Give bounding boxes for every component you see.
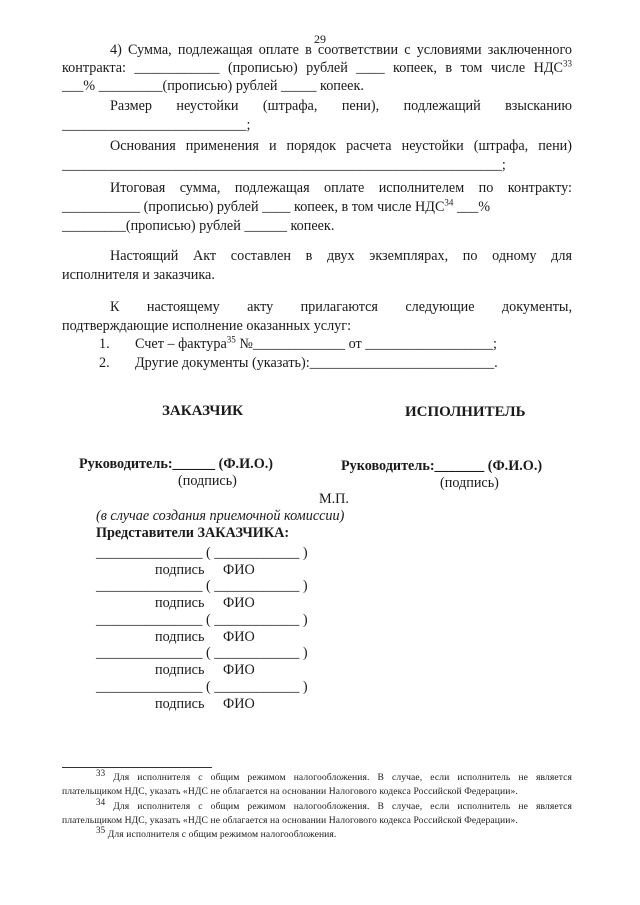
- commission-signature-caption-1: подпись: [155, 562, 205, 578]
- commission-signature-caption-4: подпись: [155, 662, 205, 678]
- payment-line-1: 4) Сумма, подлежащая оплате в соответствии с условиями заключенного: [110, 42, 572, 58]
- commission-signature-line-5: _______________ ( ____________ ): [96, 679, 308, 695]
- footnote-34-line-2: плательщиком НДС, указать «НДС не облагается на основании Налогового кодекса Российской Федерации».: [62, 815, 518, 826]
- footnote-ref-33: 33: [563, 58, 572, 69]
- copies-line-2: исполнителя и заказчика.: [62, 267, 215, 283]
- attachment-item-2-number: 2.: [99, 355, 110, 371]
- contractor-head-signature: Руководитель:_______ (Ф.И.О.): [341, 458, 543, 474]
- commission-signature-caption-5: подпись: [155, 696, 205, 712]
- commission-fio-caption-3: ФИО: [223, 629, 255, 645]
- commission-fio-caption-5: ФИО: [223, 696, 255, 712]
- commission-fio-caption-4: ФИО: [223, 662, 255, 678]
- payment-line-2: [62, 60, 572, 77]
- contractor-heading: ИСПОЛНИТЕЛЬ: [405, 404, 526, 420]
- total-line-1: Итоговая сумма, подлежащая оплате исполнителем по контракту:: [110, 180, 572, 196]
- page-number: 29: [314, 32, 326, 46]
- customer-head-signature: Руководитель:______ (Ф.И.О.): [79, 456, 273, 472]
- total-line-3: _________(прописью) рублей ______ копеек.: [62, 218, 335, 234]
- penalty-size-line-1: Размер неустойки (штрафа, пени), подлежащий взысканию: [110, 98, 572, 114]
- customer-heading: ЗАКАЗЧИК: [162, 403, 243, 419]
- attachments-line-1: К настоящему акту прилагаются следующие документы,: [110, 299, 572, 315]
- commission-note: (в случае создания приемочной комиссии): [96, 508, 345, 524]
- commission-signature-line-3: _______________ ( ____________ ): [96, 612, 308, 628]
- attachment-item-1: Счет – фактура$^{35}$ №_____________ от __________________;: [135, 334, 497, 352]
- footnote-separator: [62, 767, 212, 768]
- footnote-ref-34: 34: [444, 197, 454, 208]
- commission-signature-line-1: _______________ ( ____________ ): [96, 545, 308, 561]
- commission-title: Представители ЗАКАЗЧИКА:: [96, 525, 290, 541]
- commission-fio-caption-2: ФИО: [223, 595, 255, 611]
- commission-signature-line-4: _______________ ( ____________ ): [96, 645, 308, 661]
- commission-signature-line-2: _______________ ( ____________ ): [96, 578, 308, 594]
- footnote-33-line-2: плательщиком НДС, указать «НДС не облагается на основании Налогового кодекса Российской Федерации».: [62, 786, 518, 797]
- contractor-head-signature-caption: (подпись): [440, 475, 499, 491]
- commission-fio-caption-1: ФИО: [223, 562, 255, 578]
- attachment-item-2: Другие документы (указать):__________________________.: [135, 355, 498, 371]
- footnote-34-line-1: $^{34}$ Для исполнителя с общим режимом налогообложения. В случае, если исполнитель не является: [96, 796, 572, 812]
- stamp-placeholder: М.П.: [319, 491, 349, 507]
- attachments-line-2: подтверждающие исполнение оказанных услуг:: [62, 318, 352, 334]
- penalty-basis-line-1: Основания применения и порядок расчета неустойки (штрафа, пени): [110, 138, 572, 154]
- footnote-ref-35: 35: [226, 334, 236, 345]
- attachment-item-1-number: 1.: [99, 336, 110, 352]
- footnote-33-line-1: $^{33}$ Для исполнителя с общим режимом налогообложения. В случае, если исполнитель не является: [96, 767, 572, 783]
- copies-line-1: Настоящий Акт составлен в двух экземплярах, по одному для: [110, 248, 572, 264]
- penalty-basis-line-2: ______________________________________________________________;: [62, 157, 506, 173]
- commission-signature-caption-3: подпись: [155, 629, 205, 645]
- penalty-size-line-2: __________________________;: [62, 117, 251, 133]
- payment-amount-text: контракта: ____________ (прописью) рублей ____ копеек, в том числе НДС: [62, 60, 563, 76]
- total-line-2: ___________ (прописью) рублей ____ копеек, в том числе НДС$^{34}$ ___%: [62, 197, 491, 215]
- customer-head-signature-caption: (подпись): [178, 473, 237, 489]
- payment-line-3: ___% _________(прописью) рублей _____ копеек.: [62, 78, 364, 94]
- footnote-35: $^{35}$ Для исполнителя с общим режимом налогообложения.: [96, 824, 337, 840]
- commission-signature-caption-2: подпись: [155, 595, 205, 611]
